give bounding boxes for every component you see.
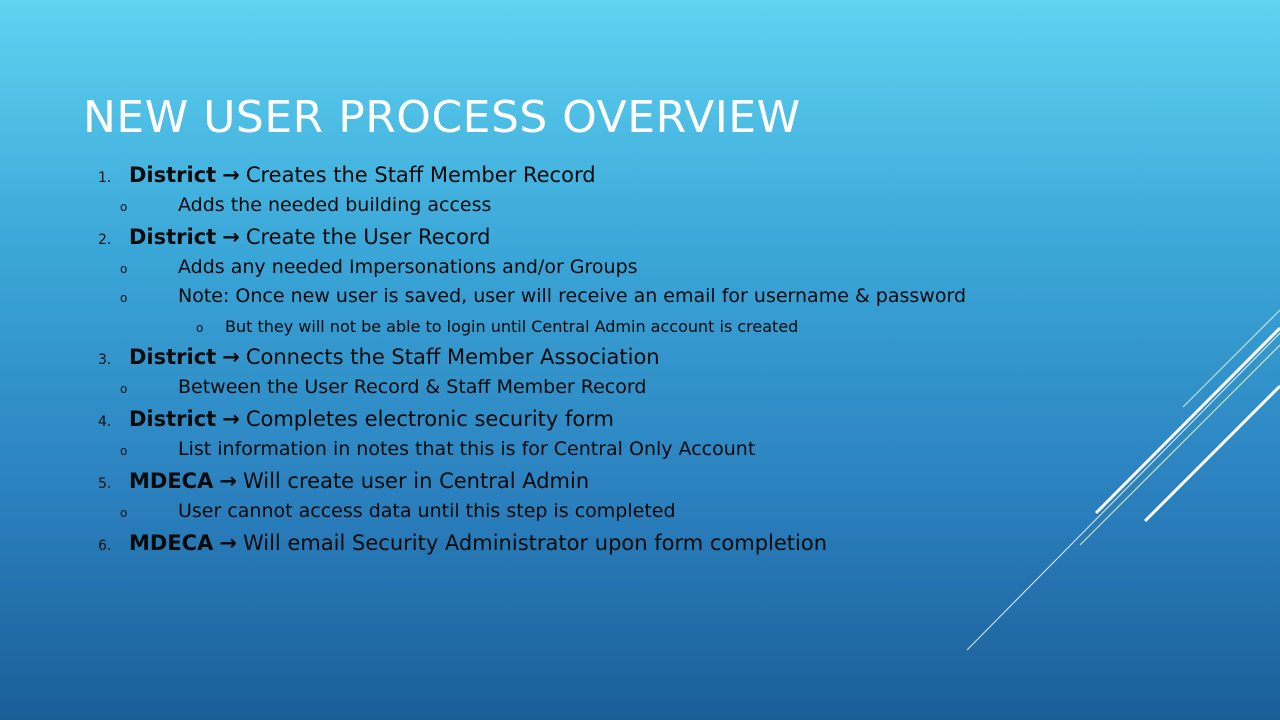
- step-action: Connects the Staff Member Association: [245, 345, 660, 369]
- step-item: [98, 469, 998, 493]
- step-action: Will create user in Central Admin: [242, 469, 590, 493]
- step-actor: MDECA: [129, 531, 214, 555]
- arrow-icon: →: [222, 345, 240, 369]
- sub-item: [120, 439, 998, 460]
- arrow-icon: →: [222, 407, 240, 431]
- sub-item-text: Adds any needed Impersonations and/or Groups: [178, 256, 638, 278]
- step-actor: District: [129, 163, 217, 187]
- sub-item-text: Adds the needed building access: [178, 194, 492, 216]
- step-item: [98, 345, 998, 369]
- arrow-icon: →: [219, 469, 237, 493]
- step-action: Completes electronic security form: [245, 407, 614, 431]
- bullet-icon: o: [120, 291, 128, 305]
- arrow-icon: →: [219, 531, 237, 555]
- bullet-icon: o: [120, 382, 128, 396]
- step-number: 5.: [98, 476, 112, 492]
- bullet-icon: o: [196, 321, 204, 335]
- sub-item: [120, 257, 998, 278]
- step-actor: District: [129, 345, 217, 369]
- step-number: 3.: [98, 352, 112, 368]
- step-actor: District: [129, 225, 217, 249]
- bullet-icon: o: [120, 506, 128, 520]
- step-item: [98, 531, 998, 555]
- sub-item-text: Note: Once new user is saved, user will receive an email for username & password: [178, 285, 966, 307]
- step-action: Create the User Record: [245, 225, 491, 249]
- bullet-icon: o: [120, 262, 128, 276]
- step-item: [98, 225, 998, 249]
- sub-sub-item: [196, 317, 998, 336]
- slide-title: NEW USER PROCESS OVERVIEW: [83, 92, 801, 143]
- sub-item: [120, 195, 998, 216]
- step-number: 1.: [98, 170, 112, 186]
- sub-item-text: User cannot access data until this step is completed: [178, 500, 676, 522]
- sub-item-text: Between the User Record & Staff Member Record: [178, 376, 647, 398]
- sub-item: [120, 377, 998, 398]
- bullet-icon: o: [120, 444, 128, 458]
- step-number: 4.: [98, 414, 112, 430]
- arrow-icon: →: [222, 163, 240, 187]
- sub-item: [120, 501, 998, 522]
- step-item: [98, 407, 998, 431]
- sub-sub-item-text: But they will not be able to login until Central Admin account is created: [225, 317, 799, 336]
- step-item: [98, 163, 998, 187]
- process-steps-list: [98, 163, 998, 555]
- step-action: Creates the Staff Member Record: [245, 163, 596, 187]
- step-number: 2.: [98, 232, 112, 248]
- step-actor: District: [129, 407, 217, 431]
- step-action: Will email Security Administrator upon form completion: [242, 531, 828, 555]
- bullet-icon: o: [120, 200, 128, 214]
- sub-item-text: List information in notes that this is for Central Only Account: [178, 438, 756, 460]
- sub-item: [120, 286, 998, 307]
- step-actor: MDECA: [129, 469, 214, 493]
- arrow-icon: →: [222, 225, 240, 249]
- step-number: 6.: [98, 538, 112, 554]
